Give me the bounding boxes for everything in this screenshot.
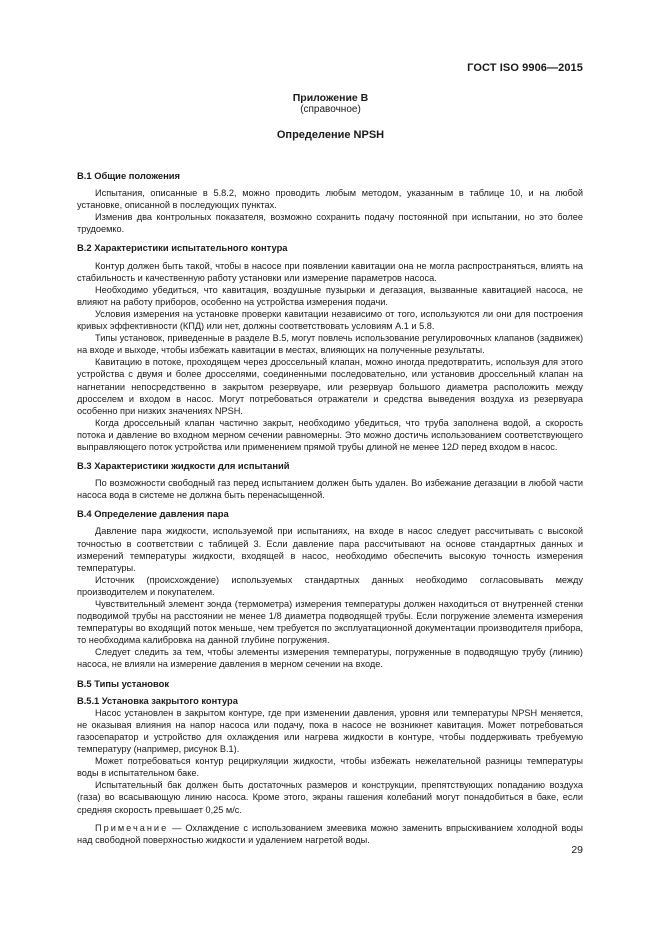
note <box>77 822 583 846</box>
paragraph: Испытательный бак должен быть достаточных размеров и конструкции, препятствующих попаданию воздуха (газа) во всасывающую линию насоса. Кроме этого, экраны гашения колебаний могут понадобиться в баке, если средняя скорость превышает 0,25 м/с. <box>77 780 583 815</box>
paragraph: Давление пара жидкости, используемой при испытаниях, на входе в насос следует рассчитывать с высокой точностью в соответствии с таблицей 3. Если давление пара рассчитывают на основе стандартных данных и измерений температуры жидкости, входящей в насос, необходимо обеспечить высокую точность измерения температуры. <box>77 526 583 573</box>
annex-label: Приложение В <box>292 92 369 104</box>
document-body <box>77 170 583 846</box>
paragraph: Источник (происхождение) используемых стандартных данных необходимо согласовывать между производителем и покупателем. <box>77 574 583 597</box>
paragraph: Может потребоваться контур рециркуляции жидкости, чтобы избежать нежелательной разницы температуры воды в испытательном баке. <box>77 756 583 779</box>
note-label: Примечание <box>95 822 169 833</box>
paragraph: Типы установок, приведенные в разделе В.5, могут повлечь использование регулировочных клапанов (задвижек) на входе и выходе, чтобы избежать кавитации в местах, влияющих на полученные результаты. <box>77 333 583 356</box>
section-heading: В.4 Определение давления пара <box>77 508 229 520</box>
note-text: — Охлаждение с использованием змеевика можно заменить впрыскиванием холодной воды над свободной поверхностью жидкости и удалением нагретой воды. <box>77 822 583 845</box>
paragraph: Чувствительный элемент зонда (термометра) измерения температуры должен находиться от внутренней стенки подводимой трубы на расстоянии не менее 1/8 диаметра подводящей трубы. Если погружение элемента измерения температуры во входящий поток меньше, чем требуется по эксплуатационной документации производителя прибора, то необходима калибровка на данной глубине погружения. <box>77 599 583 646</box>
paragraph <box>77 417 583 453</box>
annex-header <box>0 92 661 141</box>
section-heading: В.1 Общие положения <box>77 170 180 181</box>
subsection-heading: В.5.1 Установка закрытого контура <box>77 695 238 706</box>
text-run: Когда дроссельный клапан частично закрыт, необходимо убедиться, что труба заполнена водой, а скорость потока и давление во входном мерном сечении равномерны. Это можно достичь использованием соответствующего выправляющего поток устройства или применением прямой трубы длиной не менее 12 <box>77 417 583 452</box>
section-heading: В.5 Типы установок <box>77 677 170 689</box>
paragraph: Контур должен быть такой, чтобы в насосе при появлении кавитации она не могла распространяться, влиять на стабильность и качественную работу установки или измерение параметров насоса. <box>77 260 583 283</box>
section-heading: В.3 Характеристики жидкости для испытаний <box>77 460 290 472</box>
paragraph: Насос установлен в закрытом контуре, где при изменении давления, уровня или температуры NPSH меняется, не оказывая влияния на напор насоса или подачу, пока в насосе не возникнет кавитация. Может потребоваться газосепаратор и устройство для охлаждения или нагрева жидкости в контуре, чтобы поддерживать требуемую температуру (например, рисунок В.1). <box>77 707 583 755</box>
text-run: перед входом в насос. <box>458 441 558 452</box>
paragraph: Необходимо убедиться, что кавитация, воздушные пузырьки и дегазация, вызванные кавитацией насоса, не влияют на работу приборов, особенно на устройства измерения подачи. <box>77 284 583 307</box>
standard-number: ГОСТ ISO 9906—2015 <box>467 62 583 74</box>
diameter-symbol: D <box>452 441 459 452</box>
paragraph: По возможности свободный газ перед испытанием должен быть удален. Во избежание дегазации в любой части насоса вода в системе не должна быть перенасыщенной. <box>77 478 583 501</box>
annex-title: Определение NPSH <box>276 129 385 141</box>
paragraph: Испытания, описанные в 5.8.2, можно проводить любым методом, указанным в таблице 10, и на любой установке, описанной в последующих пунктах. <box>77 188 583 211</box>
paragraph: Следует следить за тем, чтобы элементы измерения температуры, погруженные в подводящую трубу (линию) насоса, не влияли на измерение давления в мерном сечении на входе. <box>77 647 583 670</box>
paragraph: Условия измерения на установке проверки кавитации независимо от того, используются ли они для построения кривых эффективности (КПД) или нет, должны соответствовать условиям А.1 и 5.8. <box>77 308 583 332</box>
paragraph: Изменив два контрольных показателя, возможно сохранить подачу постоянной при испытании, но это более трудоемко. <box>77 212 583 235</box>
page-number: 29 <box>571 844 583 856</box>
section-heading: В.2 Характеристики испытательного контура <box>77 242 288 254</box>
annex-kind: (справочное) <box>300 104 361 115</box>
paragraph: Кавитацию в потоке, проходящем через дроссельный клапан, можно иногда предотвратить, используя для этого устройства с двумя и более дросселями, соединенными последовательно, или установив дроссельный клапан на нагнетании непосредственно в закрытом резервуаре, или резервуар большого диаметра расположить между дросселем и входом в насос. Могут потребоваться отражатели и средства выведения воздуха из резервуара особенно при низких значениях NPSH. <box>77 357 583 416</box>
